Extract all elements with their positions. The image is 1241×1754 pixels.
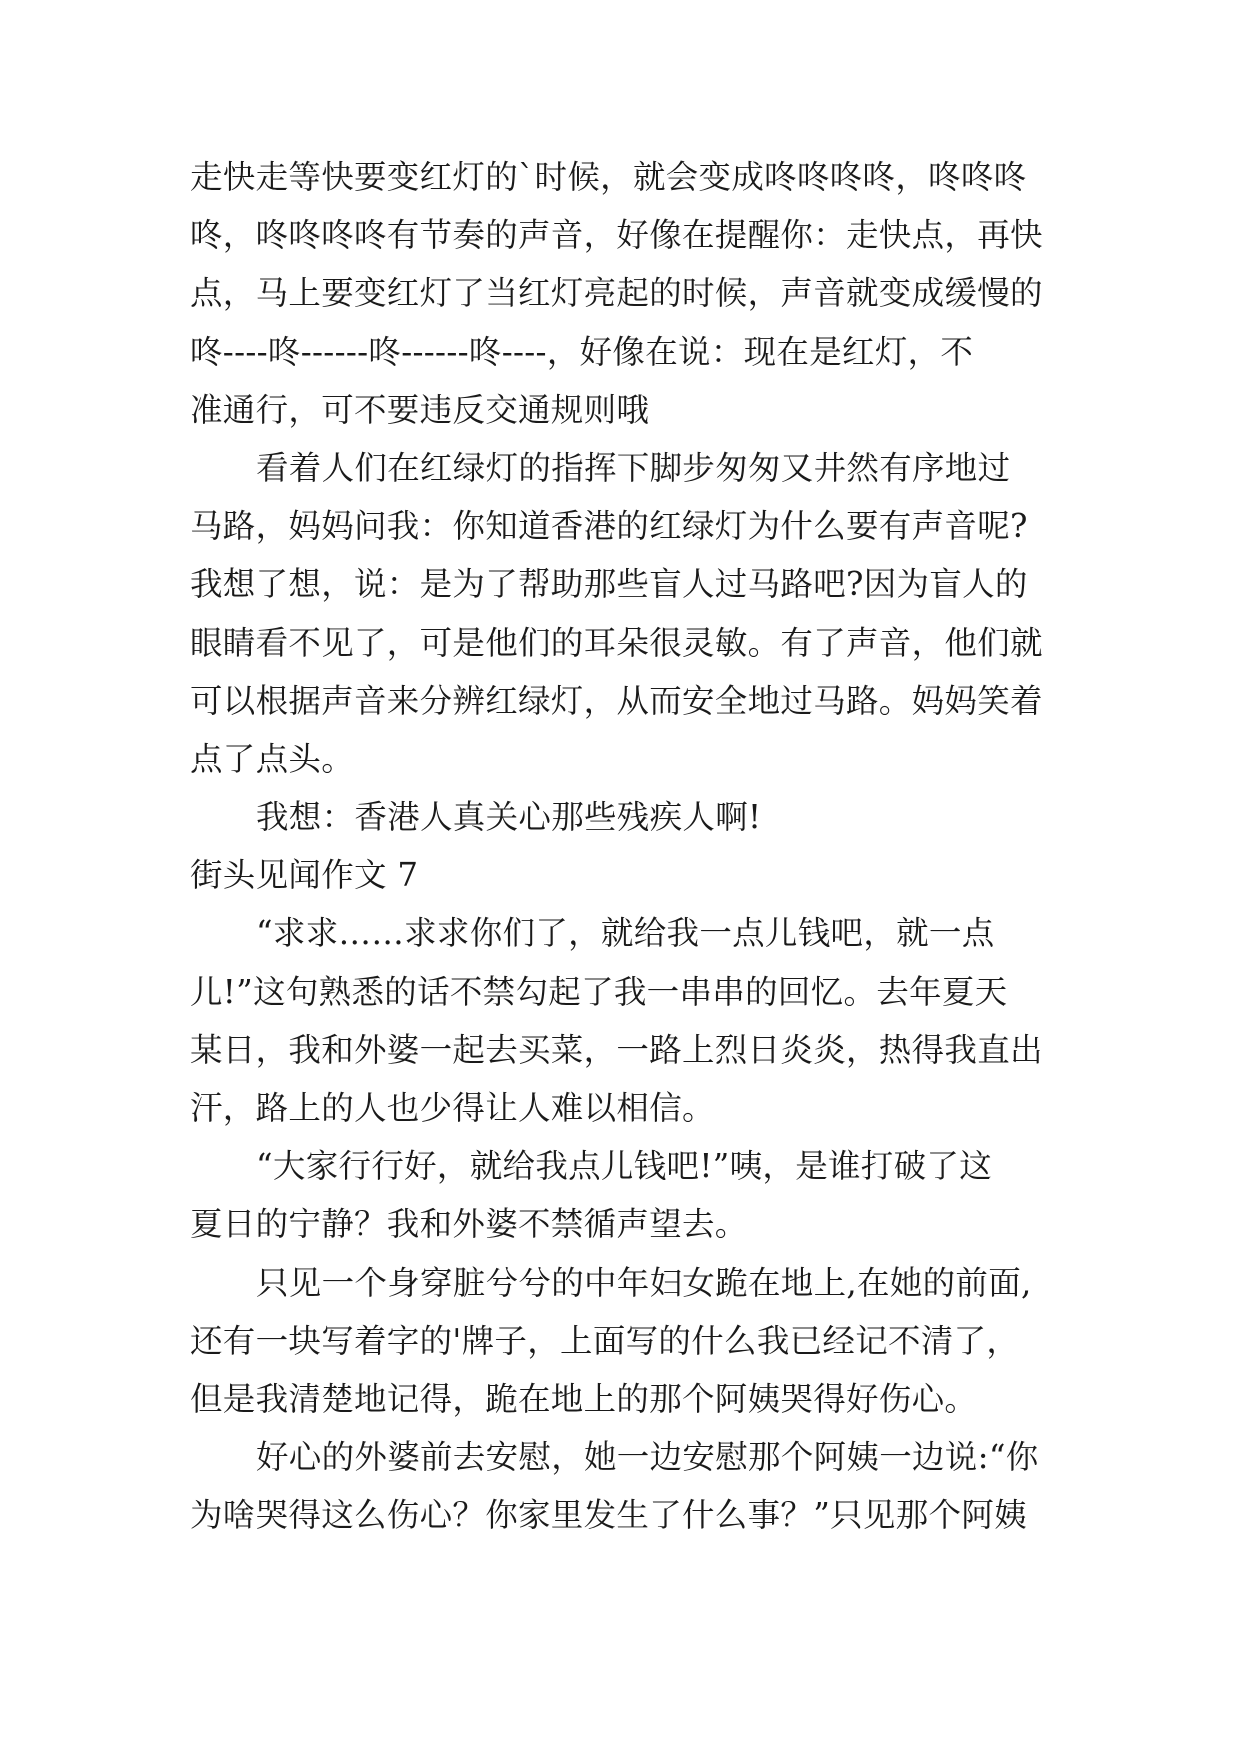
paragraph-first-line: 只见一个身穿脏兮兮的中年妇女跪在地上,在她的前面, (256, 1263, 1032, 1302)
paragraph-first-line: “求求……求求你们了，就给我一点儿钱吧，就一点 (256, 914, 995, 953)
text-line: 但是我清楚地记得，跪在地上的那个阿姨哭得好伤心。 (190, 1379, 978, 1418)
text-line: 儿!”这句熟悉的话不禁勾起了我一串串的回忆。去年夏天 (190, 972, 1008, 1011)
text-line: 准通行，可不要违反交通规则哦 (190, 390, 650, 429)
text-line: 夏日的宁静？我和外婆不禁循声望去。 (190, 1205, 748, 1244)
section-heading: 街头见闻作文 7 (190, 856, 419, 895)
paragraph-first-line: “大家行行好，就给我点儿钱吧!”咦，是谁打破了这 (256, 1147, 992, 1186)
text-line: 点了点头。 (190, 739, 355, 778)
text-line: 马路，妈妈问我：你知道香港的红绿灯为什么要有声音呢? (190, 507, 1028, 546)
body-text (190, 148, 1050, 1545)
paragraph-first-line: 我想：香港人真关心那些残疾人啊! (256, 798, 762, 837)
text-line: 咚----咚------咚------咚----，好像在说：现在是红灯，不 (190, 332, 974, 371)
text-line: 眼睛看不见了，可是他们的耳朵很灵敏。有了声音，他们就 (190, 623, 1043, 662)
text-line: 为啥哭得这么伤心？你家里发生了什么事？”只见那个阿姨 (190, 1496, 1027, 1535)
text-line: 咚，咚咚咚咚有节奏的声音，好像在提醒你：走快点，再快 (190, 216, 1043, 255)
text-line: 我想了想，说：是为了帮助那些盲人过马路吧?因为盲人的 (190, 565, 1028, 604)
text-line: 走快走等快要变红灯的`时候，就会变成咚咚咚咚，咚咚咚 (190, 158, 1027, 196)
text-line: 可以根据声音来分辨红绿灯，从而安全地过马路。妈妈笑着 (190, 681, 1043, 720)
text-line: 还有一块写着字的'牌子，上面写的什么我已经记不清了， (190, 1321, 1020, 1360)
text-line: 点，马上要变红灯了当红灯亮起的时候，声音就变成缓慢的 (190, 274, 1043, 313)
text-line: 汗，路上的人也少得让人难以相信。 (190, 1089, 715, 1127)
paragraph-first-line: 看着人们在红绿灯的指挥下脚步匆匆又井然有序地过 (256, 448, 1011, 487)
text-line: 某日，我和外婆一起去买菜，一路上烈日炎炎，热得我直出 (190, 1030, 1043, 1069)
paragraph-first-line: 好心的外婆前去安慰，她一边安慰那个阿姨一边说:“你 (256, 1438, 1039, 1477)
